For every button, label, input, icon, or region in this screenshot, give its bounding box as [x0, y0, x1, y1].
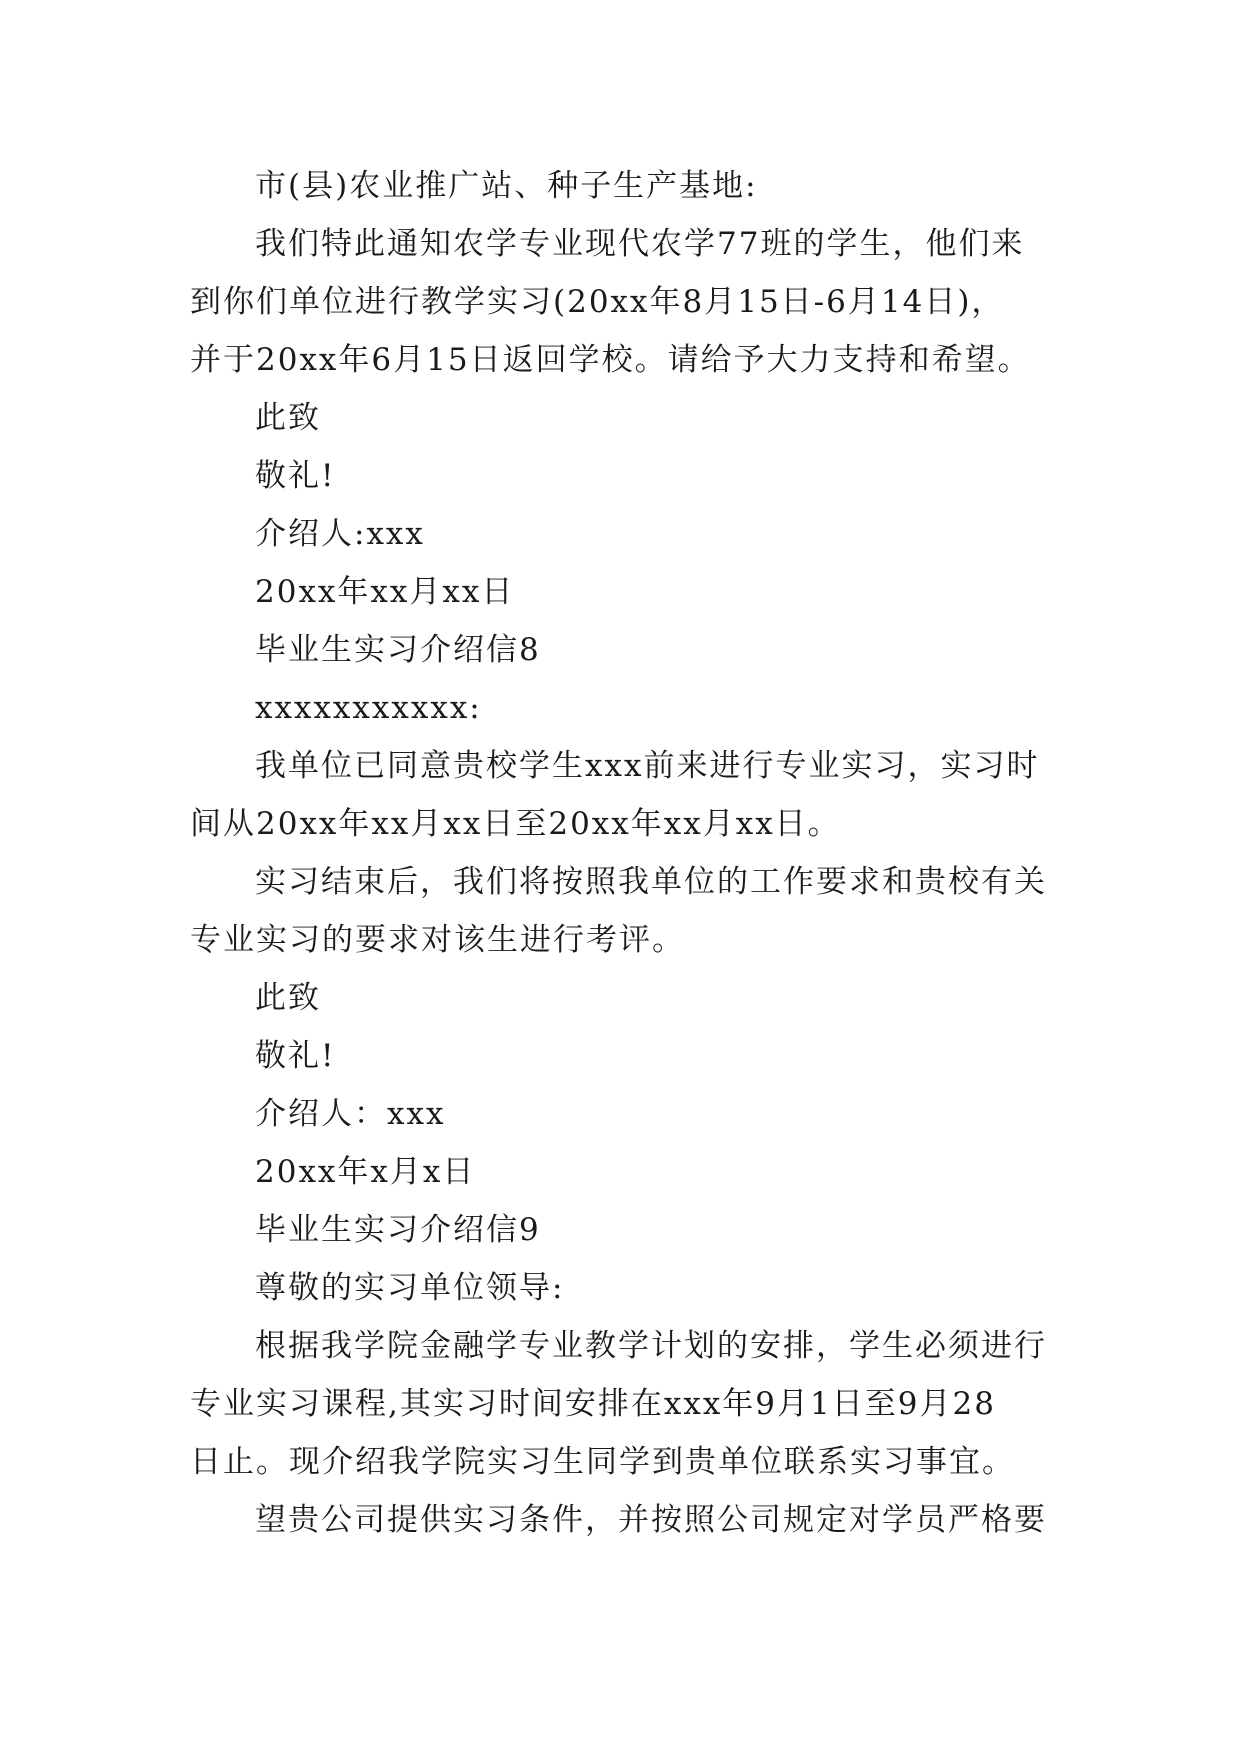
closing-line: 敬礼! — [255, 458, 336, 494]
body-line: 日止。现介绍我学院实习生同学到贵单位联系实习事宜。 — [190, 1444, 1015, 1480]
salutation-line: 尊敬的实习单位领导: — [255, 1270, 565, 1306]
body-line: 到你们单位进行教学实习(20xx年8月15日-6月14日)， — [190, 284, 1005, 320]
date-line: 20xx年xx月xx日 — [255, 574, 515, 610]
closing-line: 此致 — [255, 980, 321, 1016]
body-line: 实习结束后，我们将按照我单位的工作要求和贵校有关 — [255, 864, 1047, 900]
salutation-line: xxxxxxxxxxx: — [255, 690, 482, 726]
closing-line: 敬礼! — [255, 1038, 336, 1074]
signer-line: 介绍人：xxx — [255, 1096, 446, 1132]
section-heading: 毕业生实习介绍信8 — [255, 632, 541, 668]
body-line: 根据我学院金融学专业教学计划的安排，学生必须进行 — [255, 1328, 1047, 1364]
body-line: 间从20xx年xx月xx日至20xx年xx月xx日。 — [190, 806, 841, 842]
body-line: 专业实习的要求对该生进行考评。 — [190, 922, 685, 958]
body-line: 我们特此通知农学专业现代农学77班的学生，他们来 — [255, 226, 1025, 262]
closing-line: 此致 — [255, 400, 321, 436]
salutation-line: 市(县)农业推广站、种子生产基地: — [255, 168, 758, 204]
date-line: 20xx年x月x日 — [255, 1154, 476, 1190]
body-line: 专业实习课程,其实习时间安排在xxx年9月1日至9月28 — [190, 1386, 996, 1422]
section-heading: 毕业生实习介绍信9 — [255, 1212, 541, 1248]
body-line: 并于20xx年6月15日返回学校。请给予大力支持和希望。 — [190, 342, 1031, 378]
body-line: 我单位已同意贵校学生xxx前来进行专业实习，实习时 — [255, 748, 1040, 784]
signer-line: 介绍人:xxx — [255, 516, 425, 552]
body-line: 望贵公司提供实习条件，并按照公司规定对学员严格要 — [255, 1502, 1047, 1538]
